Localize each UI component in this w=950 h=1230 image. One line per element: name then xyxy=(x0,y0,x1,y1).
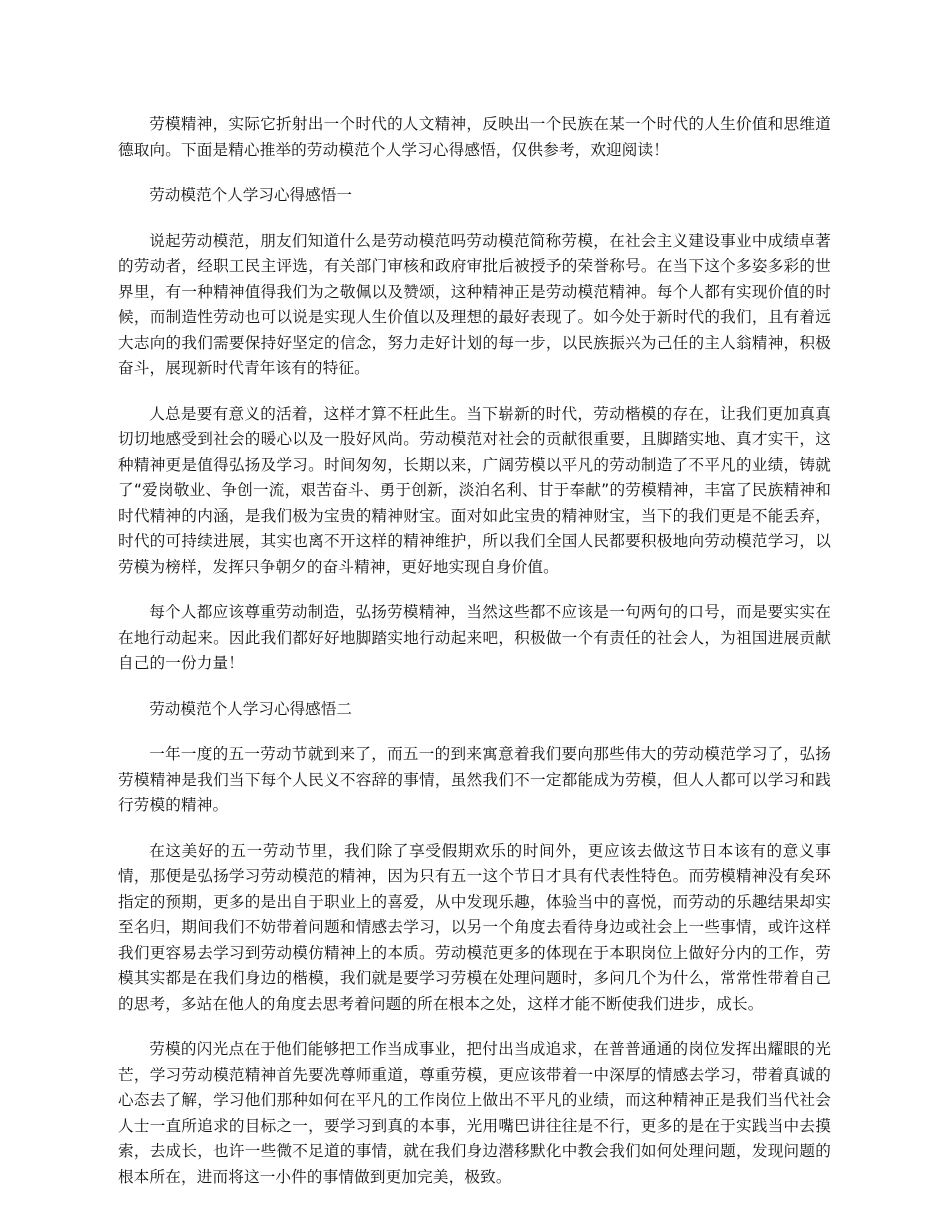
section-heading-2: 劳动模范个人学习心得感悟二 xyxy=(149,699,352,718)
body-paragraph: 一年一度的五一劳动节就到来了，而五一的到来寓意着我们要向那些伟大的劳动模范学习了，弘扬劳模精神是我们当下每个人民义不容辞的事情，虽然我们不一定都能成为劳模，但人人都可以学习和践行劳模的精神。 xyxy=(118,745,831,814)
document-body xyxy=(118,112,831,1210)
body-paragraph: 在这美好的五一劳动节里，我们除了享受假期欢乐的时间外，更应该去做这节日本该有的意义事情，那便是弘扬学习劳动模范的精神，因为只有五一这个节日才具有代表性特色。而劳模精神没有矣环指定的预期，更多的是出自于职业上的喜爱，从中发现乐趣，体验当中的喜悦，而劳动的乐趣结果却实至名归，期间我们不妨带着问题和情感去学习，以另一个角度去看待身边或社会上一些事情，或许这样我们更容易去学习到劳动模仿精神上的本质。劳动模范更多的体现在于本职岗位上做好分内的工作，劳模其实都是在我们身边的楷模，我们就是要学习劳模在处理问题时，多问几个为什么，常常性带着自己的思考，多站在他人的角度去思考着问题的所在根本之处，这样才能不断使我们进步，成长。 xyxy=(118,841,831,1013)
body-paragraph: 人总是要有意义的活着，这样才算不枉此生。当下崭新的时代，劳动楷模的存在，让我们更加真真切切地感受到社会的暖心以及一股好风尚。劳动模范对社会的贡献很重要，且脚踏实地、真才实干，这种精神更是值得弘扬及学习。时间匆匆，长期以来，广阔劳模以平凡的劳动制造了不平凡的业绩，铸就了“爱岗敬业、争创一流，艰苦奋斗、勇于创新，淡泊名利、甘于奉献”的劳模精神，丰富了民族精神和时代精神的内涵，是我们极为宝贵的精神财宝。面对如此宝贵的精神财宝，当下的我们更是不能丢弃，时代的可持续进展，其实也离不开这样的精神维护，所以我们全国人民都要积极地向劳动模范学习，以劳模为榜样，发挥只争朝夕的奋斗精神，更好地实现自身价值。 xyxy=(118,404,831,576)
body-paragraph: 劳模的闪光点在于他们能够把工作当成事业，把付出当成追求，在普普通通的岗位发挥出耀眼的光芒，学习劳动模范精神首先要冼尊师重道，尊重劳模，更应该带着一中深厚的情感去学习，带着真诚的心态去了解，学习他们那种如何在平凡的工作岗位上做出不平凡的业绩，而这种精神正是我们当代社会人士一直所追求的目标之一，要学习到真的本事，光用嘴巴讲往往是不行，更多的是在于实践当中去摸索，去成长，也许一些微不足道的事情，就在我们身边潜移默化中教会我们如何处理问题，发现问题的根本所在，进而将这一小件的事情做到更加完美，极致。 xyxy=(118,1040,831,1186)
section-heading-1: 劳动模范个人学习心得感悟一 xyxy=(149,186,352,204)
body-paragraph: 说起劳动模范，朋友们知道什么是劳动模范吗劳动模范简称劳模，在社会主义建设事业中成绩卓著的劳动者，经职工民主评选，有关部门审核和政府审批后被授予的荣誉称号。在当下这个多姿多彩的世界里，有一种精神值得我们为之敬佩以及赞颂，这种精神正是劳动模范精神。每个人都有实现价值的时候，而制造性劳动也可以说是实现人生价值以及理想的最好表现了。如今处于新时代的我们，且有着远大志向的我们需要保持好坚定的信念，努力走好计划的每一步，以民族振兴为己任的主人翁精神，积极奋斗，展现新时代青年该有的特征。 xyxy=(118,231,831,377)
body-paragraph: 每个人都应该尊重劳动制造，弘扬劳模精神，当然这些都不应该是一句两句的口号，而是要实实在在地行动起来。因此我们都好好地脚踏实地行动起来吧，积极做一个有责任的社会人，为祖国进展贡献自己的一份力量！ xyxy=(118,603,831,672)
intro-paragraph: 劳模精神，实际它折射出一个时代的人文精神，反映出一个民族在某一个时代的人生价值和思维道德取向。下面是精心推举的劳动模范个人学习心得感悟，仅供参考，欢迎阅读！ xyxy=(118,115,831,159)
